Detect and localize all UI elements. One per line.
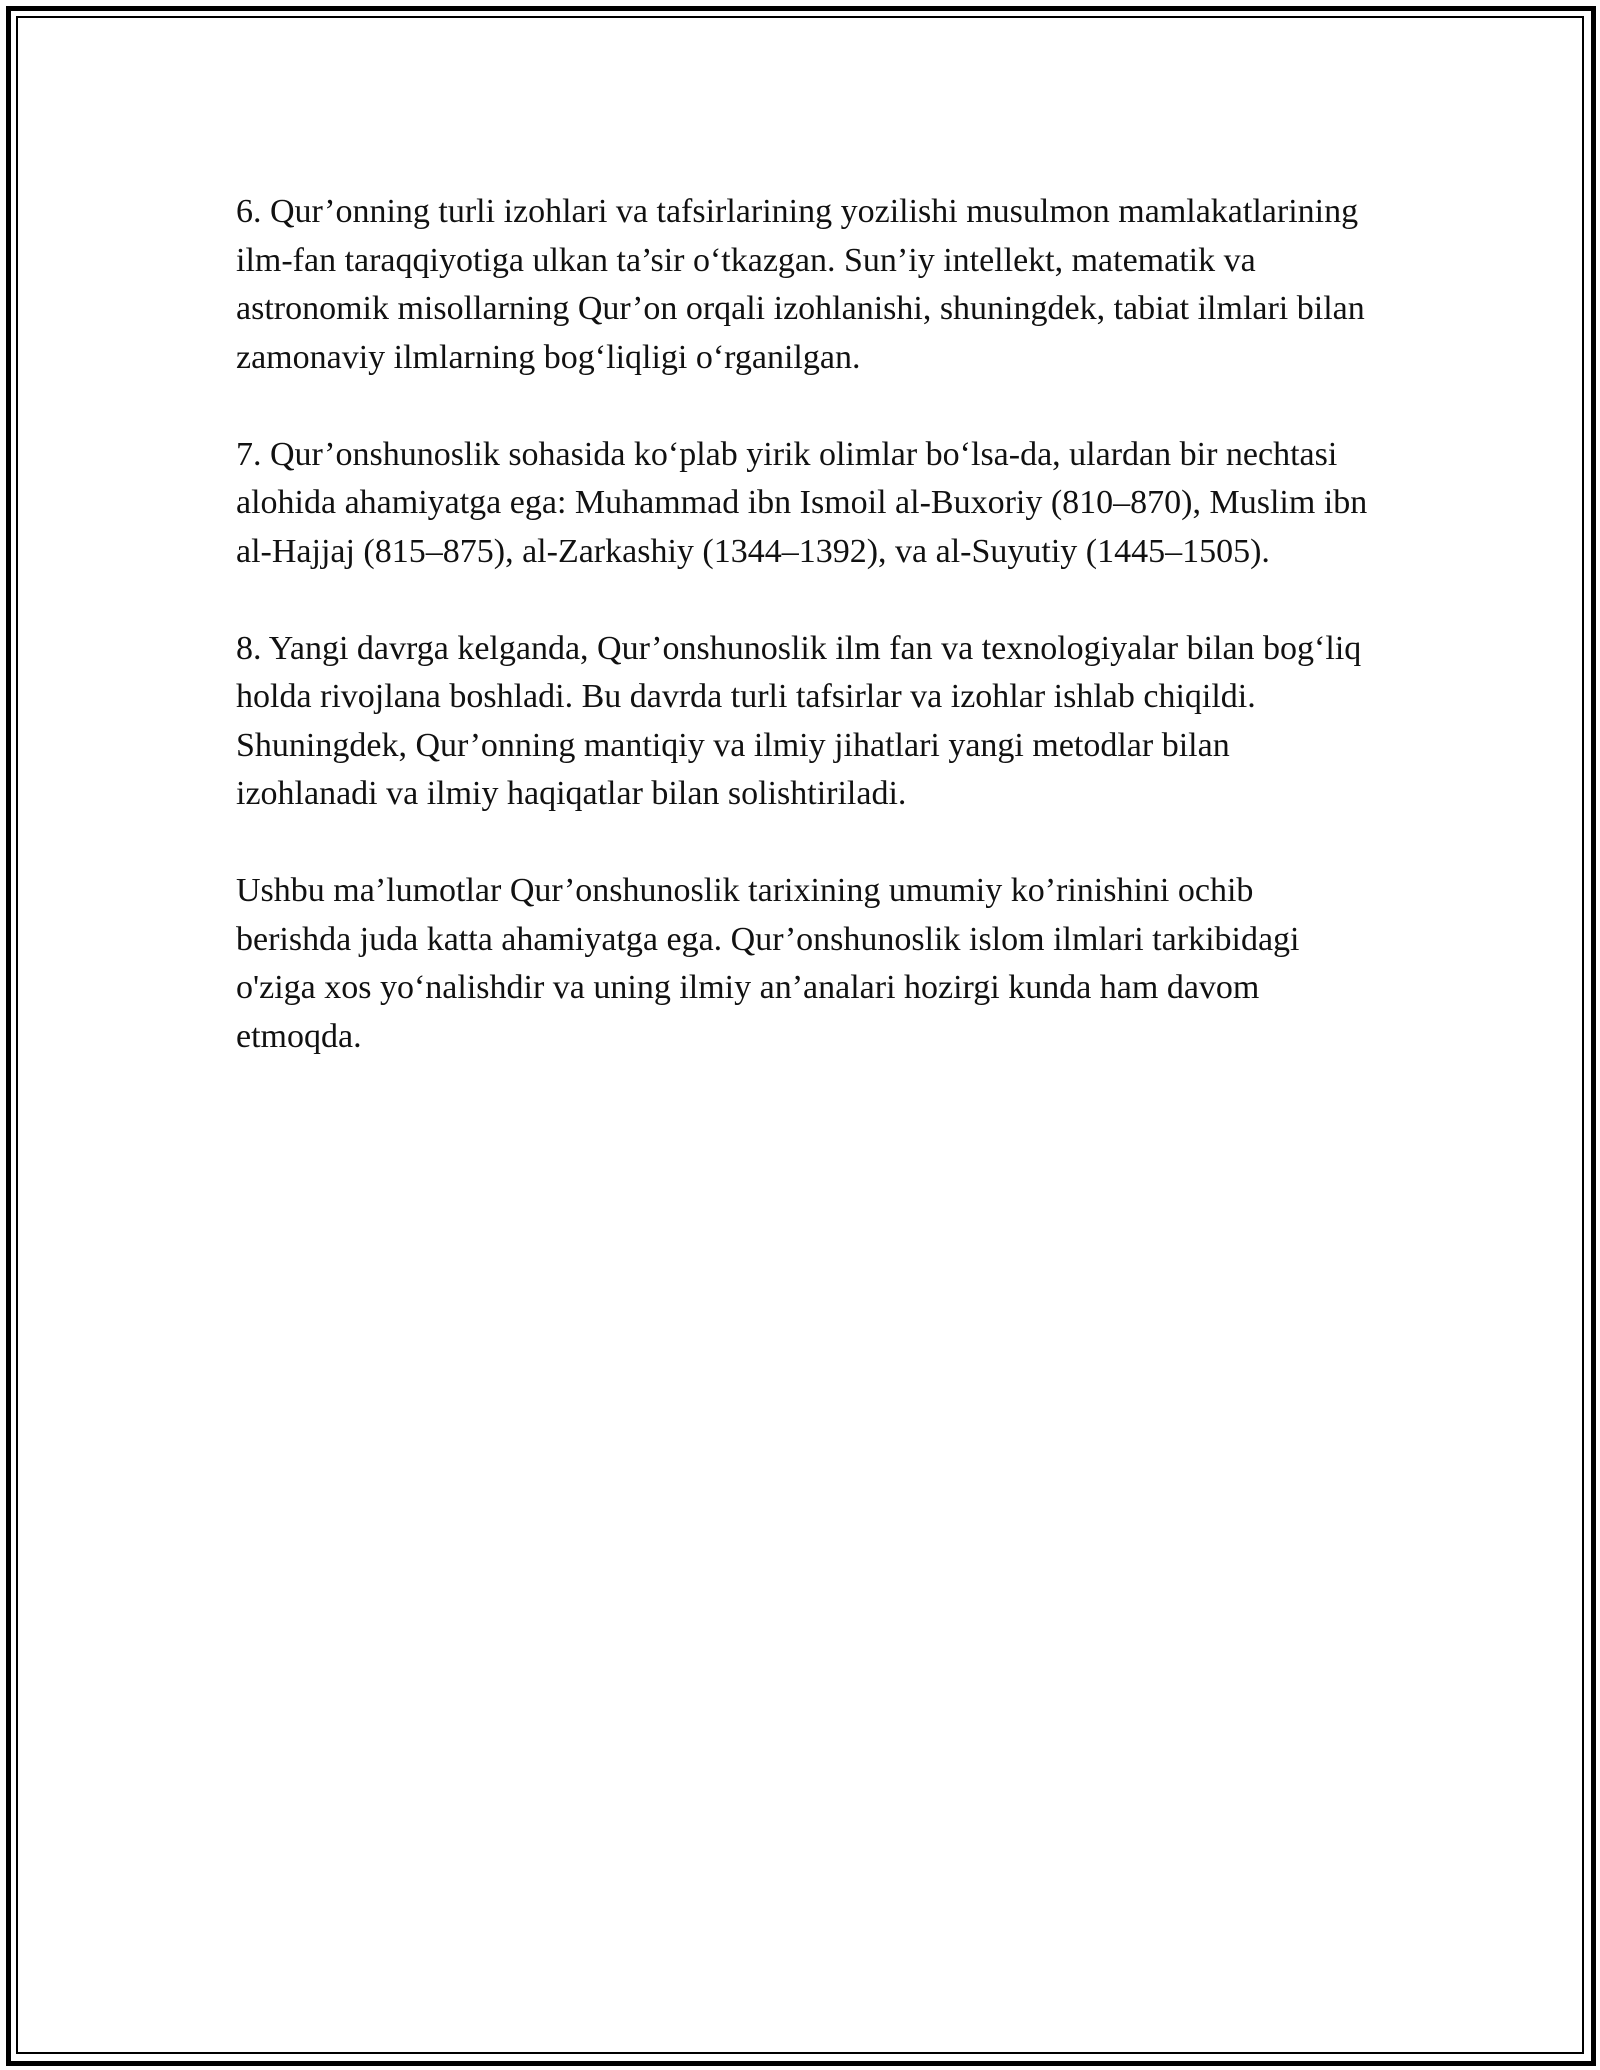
paragraph-conclusion: Ushbu ma’lumotlar Qur’onshunoslik tarixining umumiy ko’rinishini ochib berishda juda katta ahamiyatga ega. Qur’onshunoslik islom ilmlari tarkibidagi o'ziga xos yo‘nalishdir va uning ilmiy an’analari hozirgi kunda ham davom etmoqda.	[236, 872, 1300, 1055]
paragraph-7: 7. Qur’onshunoslik sohasida ko‘plab yirik olimlar bo‘lsa-da, ulardan bir nechtasi alohida ahamiyatga ega: Muhammad ibn Ismoil al-Buxoriy (810–870), Muslim ibn al-Hajjaj (815–875), al-Zarkashiy (1344–1392), va al-Suyutiy (1445–1505).	[236, 435, 1368, 570]
document-body	[236, 188, 1371, 1110]
paragraph-8: 8. Yangi davrga kelganda, Qur’onshunoslik ilm fan va texnologiyalar bilan bog‘liq holda rivojlana boshladi. Bu davrda turli tafsirlar va izohlar ishlab chiqildi. Shuningdek, Qur’onning mantiqiy va ilmiy jihatlari yangi metodlar bilan izohlanadi va ilmiy haqiqatlar bilan solishtiriladi.	[236, 629, 1362, 812]
paragraph-6: 6. Qur’onning turli izohlari va tafsirlarining yozilishi musulmon mamlakatlarining ilm-fan taraqqiyotiga ulkan ta’sir o‘tkazgan. Sun’iy intellekt, matematik va astronomik misollarning Qur’on orqali izohlanishi, shuningdek, tabiat ilmlari bilan zamonaviy ilmlarning bog‘liqligi o‘rganilgan.	[236, 193, 1365, 376]
